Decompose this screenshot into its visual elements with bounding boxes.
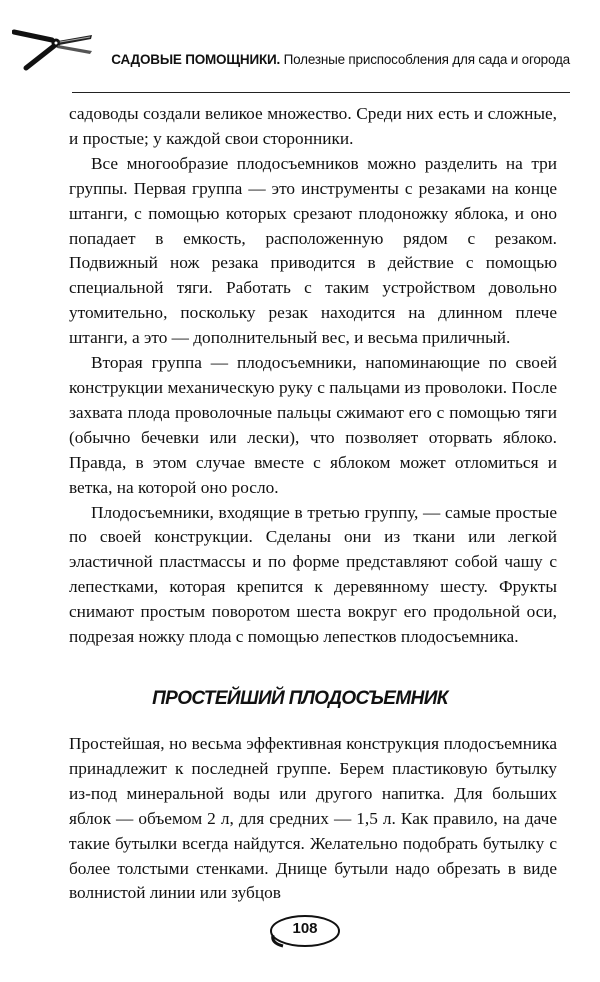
running-header [0, 20, 600, 90]
paragraph: садоводы создали великое множество. Среди них есть и сложные, и простые; у каждой свои сторонники. [69, 104, 557, 148]
paragraph: Простейшая, но весьма эффективная конструкция плодосъемника принадлежит к последней группе. Берем пластиковую бутылку из-под минеральной воды или другого напитка. Для больших яблок — объемом 2 л, для средних — 1,5 л. Как правило, на даче такие бутылки всегда найдутся. Желательно подобрать бутылку с более толстыми стенками. Днище бутыли надо обрезать в виде волнистой линии или зубцов [69, 734, 557, 903]
garden-shears-icon [12, 20, 94, 78]
paragraph: Плодосъемники, входящие в третью группу, — самые простые по своей конструкции. Сделаны они из ткани или легкой эластичной пластмассы и по форме представляют собой чашу с лепестками, которая крепится к деревянному шесту. Фрукты снимают простым поворотом шеста вокруг его продольной оси, подрезая ножку плода с помощью лепестков плодосъемника. [69, 502, 557, 647]
main-text [69, 102, 557, 650]
header-rule [72, 92, 570, 93]
paragraph: Все многообразие плодосъемников можно разделить на три группы. Первая группа — это инструменты с резаками на конце штанги, с помощью которых срезают плодоножку яблока, и оно попадает в емкость, расположенную рядом с резаком. Подвижный нож резака приводится в действие с помощью специальной тяги. Работать с таким устройством довольно утомительно, поскольку резак находится на длинном плече штанги, а это — дополнительный вес, и весьма приличный. [69, 153, 557, 348]
page-number: 108 [292, 920, 318, 937]
page-number-badge [267, 913, 343, 949]
header-title-bold: САДОВЫЕ ПОМОЩНИКИ. [111, 52, 281, 67]
header-subtitle: Полезные приспособления для сада и огорода [283, 52, 570, 67]
section-heading: ПРОСТЕЙШИЙ ПЛОДОСЪЕМНИК [152, 688, 448, 709]
section-text [69, 732, 557, 906]
paragraph: Вторая группа — плодосъемники, напоминающие по своей конструкции механическую руку с пальцами из проволоки. После захвата плода проволочные пальцы сжимают его с помощью тяги (обычно бечевки или лески), что позволяет оторвать яблоко. Правда, в этом случае вместе с яблоком может отломиться и ветка, на которой оно росло. [69, 353, 557, 497]
header-title [111, 52, 570, 67]
